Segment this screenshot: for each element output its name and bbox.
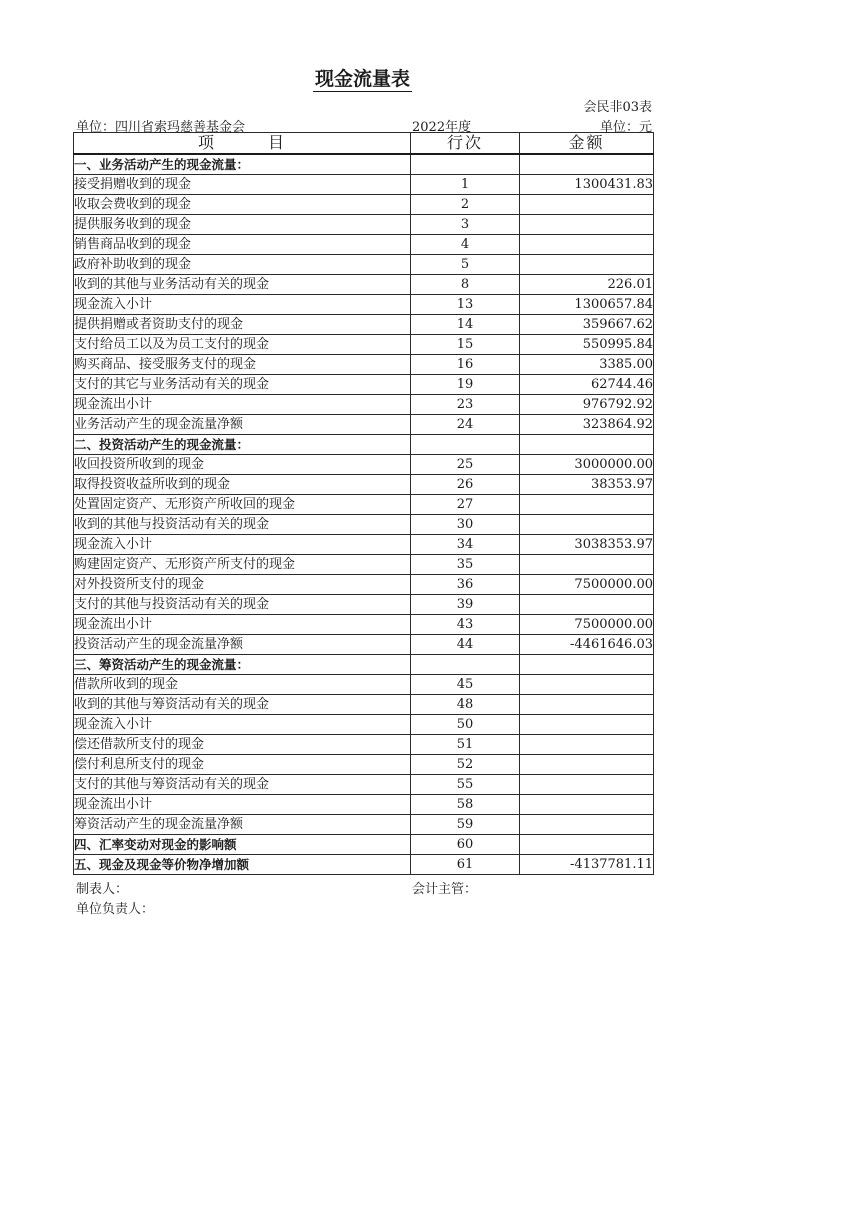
row-line-number: [411, 154, 520, 175]
row-label: 业务活动产生的现金流量净额: [74, 415, 411, 435]
cash-flow-table: [73, 132, 654, 875]
report-year: 2022年度: [412, 120, 472, 135]
table-row: [74, 795, 654, 815]
table-row: [74, 535, 654, 555]
row-amount: 62744.46: [520, 375, 654, 395]
table-row: [74, 175, 654, 195]
row-line-number: 61: [411, 855, 520, 875]
row-amount: 7500000.00: [520, 575, 654, 595]
row-amount: 323864.92: [520, 415, 654, 435]
row-line-number: 13: [411, 295, 520, 315]
row-label: 收取会费收到的现金: [74, 195, 411, 215]
row-amount: [520, 435, 654, 455]
row-line-number: 16: [411, 355, 520, 375]
table-row: [74, 355, 654, 375]
accountant-label: 会计主管：: [412, 882, 478, 897]
table-row: [74, 615, 654, 635]
row-amount: [520, 795, 654, 815]
table-row: [74, 195, 654, 215]
row-label: 支付的其他与投资活动有关的现金: [74, 595, 411, 615]
row-line-number: 15: [411, 335, 520, 355]
row-amount: [520, 555, 654, 575]
unit-head-label: 单位负责人：: [76, 902, 155, 917]
row-line-number: 36: [411, 575, 520, 595]
row-line-number: 26: [411, 475, 520, 495]
row-amount: [520, 775, 654, 795]
section-row: [74, 835, 654, 855]
row-line-number: 25: [411, 455, 520, 475]
table-row: [74, 775, 654, 795]
row-label: 一、业务活动产生的现金流量：: [74, 154, 411, 175]
row-line-number: 1: [411, 175, 520, 195]
row-amount: [520, 235, 654, 255]
row-line-number: 51: [411, 735, 520, 755]
row-label: 投资活动产生的现金流量净额: [74, 635, 411, 655]
row-amount: [520, 715, 654, 735]
row-label: 二、投资活动产生的现金流量：: [74, 435, 411, 455]
row-line-number: 55: [411, 775, 520, 795]
row-amount: 550995.84: [520, 335, 654, 355]
section-row: [74, 154, 654, 175]
row-amount: 1300657.84: [520, 295, 654, 315]
table-row: [74, 315, 654, 335]
row-label: 支付的其它与业务活动有关的现金: [74, 375, 411, 395]
row-line-number: 35: [411, 555, 520, 575]
table-row: [74, 575, 654, 595]
row-label: 收到的其他与筹资活动有关的现金: [74, 695, 411, 715]
row-label: 提供捐赠或者资助支付的现金: [74, 315, 411, 335]
row-line-number: [411, 655, 520, 675]
row-amount: 3000000.00: [520, 455, 654, 475]
row-amount: [520, 154, 654, 175]
row-line-number: [411, 435, 520, 455]
preparer-label: 制表人：: [76, 882, 129, 897]
row-line-number: 30: [411, 515, 520, 535]
row-amount: 3038353.97: [520, 535, 654, 555]
table-row: [74, 735, 654, 755]
row-label: 借款所收到的现金: [74, 675, 411, 695]
row-line-number: 27: [411, 495, 520, 515]
header-item: 项 目: [74, 133, 411, 155]
table-row: [74, 515, 654, 535]
row-amount: 7500000.00: [520, 615, 654, 635]
section-row: [74, 435, 654, 455]
table-row: [74, 255, 654, 275]
row-label: 五、现金及现金等价物净增加额: [74, 855, 411, 875]
row-label: 收回投资所收到的现金: [74, 455, 411, 475]
row-amount: [520, 495, 654, 515]
row-line-number: 44: [411, 635, 520, 655]
table-row: [74, 675, 654, 695]
row-label: 现金流入小计: [74, 535, 411, 555]
row-label: 购买商品、接受服务支付的现金: [74, 355, 411, 375]
header-line-no: 行次: [411, 133, 520, 155]
row-label: 筹资活动产生的现金流量净额: [74, 815, 411, 835]
row-line-number: 8: [411, 275, 520, 295]
row-label: 提供服务收到的现金: [74, 215, 411, 235]
section-row: [74, 655, 654, 675]
row-label: 取得投资收益所收到的现金: [74, 475, 411, 495]
table-row: [74, 815, 654, 835]
row-label: 支付的其他与筹资活动有关的现金: [74, 775, 411, 795]
row-line-number: 60: [411, 835, 520, 855]
row-line-number: 34: [411, 535, 520, 555]
table-row: [74, 635, 654, 655]
table-row: [74, 395, 654, 415]
document-title: 现金流量表: [314, 68, 410, 90]
table-row: [74, 715, 654, 735]
row-label: 现金流入小计: [74, 715, 411, 735]
row-label: 四、汇率变动对现金的影响额: [74, 835, 411, 855]
table-header-row: [74, 133, 654, 155]
row-label: 收到的其他与业务活动有关的现金: [74, 275, 411, 295]
row-line-number: 2: [411, 195, 520, 215]
table-row: [74, 595, 654, 615]
table-row: [74, 215, 654, 235]
form-code: 会民非03表: [583, 100, 652, 115]
row-label: 支付给员工以及为员工支付的现金: [74, 335, 411, 355]
row-amount: [520, 735, 654, 755]
row-amount: 1300431.83: [520, 175, 654, 195]
currency-unit: 单位：元: [599, 120, 652, 135]
table-row: [74, 375, 654, 395]
row-label: 收到的其他与投资活动有关的现金: [74, 515, 411, 535]
row-amount: 359667.62: [520, 315, 654, 335]
row-amount: 976792.92: [520, 395, 654, 415]
row-label: 购建固定资产、无形资产所支付的现金: [74, 555, 411, 575]
row-line-number: 23: [411, 395, 520, 415]
row-line-number: 5: [411, 255, 520, 275]
table-body: [74, 154, 654, 875]
row-line-number: 19: [411, 375, 520, 395]
row-line-number: 3: [411, 215, 520, 235]
table-row: [74, 235, 654, 255]
row-line-number: 50: [411, 715, 520, 735]
row-line-number: 58: [411, 795, 520, 815]
row-line-number: 4: [411, 235, 520, 255]
row-label: 偿还借款所支付的现金: [74, 735, 411, 755]
table-row: [74, 555, 654, 575]
row-amount: 38353.97: [520, 475, 654, 495]
table-row: [74, 495, 654, 515]
table-row: [74, 695, 654, 715]
table-row: [74, 335, 654, 355]
row-amount: [520, 655, 654, 675]
table-row: [74, 295, 654, 315]
row-amount: [520, 755, 654, 775]
row-amount: [520, 835, 654, 855]
table-row: [74, 275, 654, 295]
row-label: 现金流入小计: [74, 295, 411, 315]
row-amount: [520, 815, 654, 835]
row-line-number: 39: [411, 595, 520, 615]
row-label: 现金流出小计: [74, 615, 411, 635]
row-line-number: 59: [411, 815, 520, 835]
row-label: 现金流出小计: [74, 795, 411, 815]
table-row: [74, 755, 654, 775]
report-header: [76, 116, 652, 135]
row-amount: [520, 215, 654, 235]
row-amount: 226.01: [520, 275, 654, 295]
table-row: [74, 475, 654, 495]
row-label: 销售商品收到的现金: [74, 235, 411, 255]
table-row: [74, 455, 654, 475]
reporting-unit: 单位：四川省索玛慈善基金会: [76, 120, 246, 135]
row-amount: [520, 195, 654, 215]
row-label: 三、筹资活动产生的现金流量：: [74, 655, 411, 675]
row-line-number: 45: [411, 675, 520, 695]
row-amount: [520, 595, 654, 615]
row-line-number: 48: [411, 695, 520, 715]
row-label: 对外投资所支付的现金: [74, 575, 411, 595]
table-row: [74, 415, 654, 435]
row-label: 政府补助收到的现金: [74, 255, 411, 275]
row-amount: -4137781.11: [520, 855, 654, 875]
row-label: 接受捐赠收到的现金: [74, 175, 411, 195]
row-amount: [520, 255, 654, 275]
row-line-number: 24: [411, 415, 520, 435]
row-amount: [520, 695, 654, 715]
section-row: [74, 855, 654, 875]
row-label: 偿付利息所支付的现金: [74, 755, 411, 775]
row-amount: -4461646.03: [520, 635, 654, 655]
header-amount: 金额: [520, 133, 654, 155]
row-label: 处置固定资产、无形资产所收回的现金: [74, 495, 411, 515]
row-amount: 3385.00: [520, 355, 654, 375]
row-line-number: 43: [411, 615, 520, 635]
row-line-number: 52: [411, 755, 520, 775]
row-amount: [520, 675, 654, 695]
row-line-number: 14: [411, 315, 520, 335]
row-amount: [520, 515, 654, 535]
row-label: 现金流出小计: [74, 395, 411, 415]
